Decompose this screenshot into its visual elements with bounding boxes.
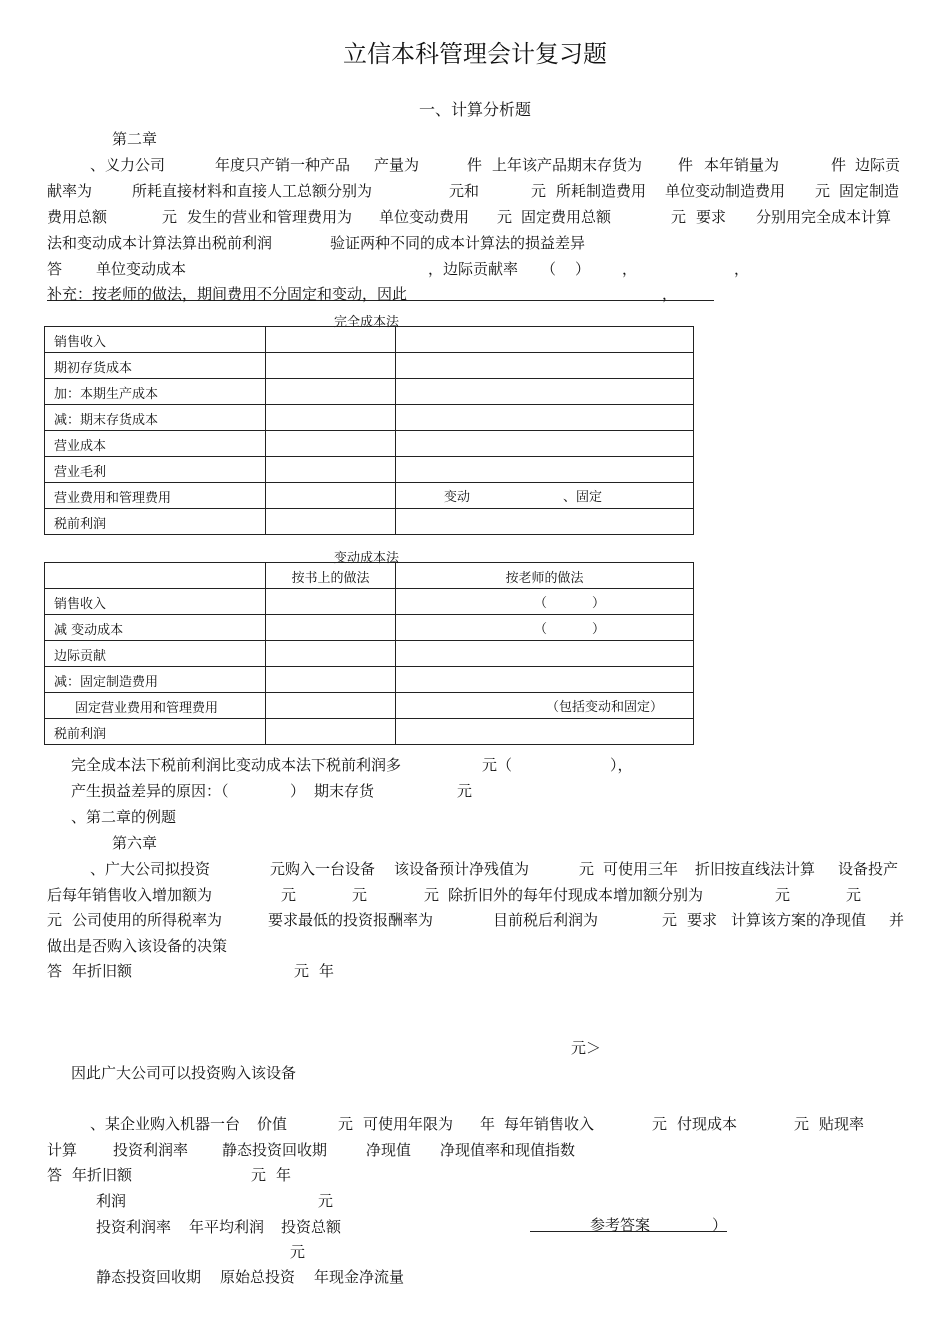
section-heading: 一、计算分析题: [418, 100, 531, 119]
q2-answer-year: 年: [319, 962, 335, 980]
q1-answer-paren-close: ）: [575, 260, 591, 278]
q1-line1-b: 年度只产销一种产品: [215, 156, 351, 174]
q2-line1-c: 该设备预计净残值为: [394, 860, 530, 878]
q1-line3-g: 元: [671, 208, 687, 226]
table-header-row: [45, 563, 694, 589]
table-row: [45, 719, 694, 745]
q1-line1-i: 边际贡: [855, 156, 901, 174]
q1-line1-d: 件: [467, 156, 483, 174]
diff-line-c: ），: [610, 756, 633, 774]
q2-line1-e: 可使用三年: [603, 860, 679, 878]
row-label: 边际贡献: [45, 641, 266, 667]
q2-conclusion: 因此广大公司可以投资购入该设备: [71, 1064, 297, 1082]
q1-answer-cm-ratio: ，边际贡献率: [428, 260, 519, 278]
q3-line1-c: 元: [338, 1115, 354, 1133]
row-label: 销售收入: [45, 589, 266, 615]
full-costing-table: [44, 326, 694, 535]
q1-answer-comma1: ，: [622, 260, 638, 278]
q3-line2-c: 静态投资回收期: [222, 1141, 328, 1159]
q1-line4-a: 法和变动成本计算法算出税前利润: [47, 234, 273, 252]
q1-line1-a: 、义力公司: [90, 156, 166, 174]
paren-open: （: [534, 596, 548, 611]
q2-line1-d: 元: [579, 860, 595, 878]
table-row: [45, 379, 694, 405]
table-row: [45, 405, 694, 431]
q3-line1-j: 贴现率: [819, 1115, 865, 1133]
q1-line2-a: 献率为: [47, 182, 93, 200]
reference-answer-label: 参考答案: [590, 1216, 651, 1234]
q1-line2-e: 所耗制造费用: [556, 182, 647, 200]
q2-line3-h: 并: [889, 911, 905, 929]
q2-line3-d: 目前税后利润为: [493, 911, 599, 929]
q1-line1-f: 件: [678, 156, 694, 174]
row-label: 减 变动成本: [45, 615, 266, 641]
q3-profit-yuan: 元: [318, 1192, 334, 1210]
q1-answer-paren-open: （: [541, 260, 557, 278]
q1-answer-label: 答: [47, 260, 63, 278]
q2-line3-e: 元: [662, 911, 678, 929]
table-row: [45, 589, 694, 615]
q2-line1-b: 元购入一台设备: [270, 860, 376, 878]
q1-line1-g: 本年销量为: [704, 156, 780, 174]
q2-line4: 做出是否购入该设备的决策: [47, 937, 228, 955]
row-label: 固定营业费用和管理费用: [45, 693, 266, 719]
q3-line2-a: 计算: [47, 1141, 78, 1159]
q1-line2-f: 单位变动制造费用: [665, 182, 786, 200]
q1-line3-i: 分别用完全成本计算: [756, 208, 892, 226]
q3-line1-b: 价值: [257, 1115, 288, 1133]
q1-line1-h: 件: [831, 156, 847, 174]
row-label: 加：本期生产成本: [45, 379, 266, 405]
table-row: [45, 509, 694, 535]
col-header-teacher: 按老师的做法: [396, 563, 694, 589]
q3-roi-yuan: 元: [290, 1243, 306, 1261]
q3-line1-h: 付现成本: [677, 1115, 738, 1133]
q1-line3-b: 元: [162, 208, 178, 226]
table-row: [45, 693, 694, 719]
q1-line2-b: 所耗直接材料和直接人工总额分别为: [132, 182, 373, 200]
table-row: [45, 457, 694, 483]
reference-answer-close: ）: [712, 1216, 728, 1234]
q2-npv-gt: 元＞: [571, 1039, 602, 1057]
q1-line1-e: 上年该产品期末存货为: [492, 156, 643, 174]
table1-caption: 完全成本法: [334, 315, 400, 330]
variable-label: 变动: [444, 490, 471, 505]
row-label: 减：期末存货成本: [45, 405, 266, 431]
q3-payback-c: 年现金净流量: [314, 1268, 405, 1286]
diff-line-b: 元（: [482, 756, 513, 774]
q3-profit-label: 利润: [96, 1192, 127, 1210]
q3-payback-a: 静态投资回收期: [96, 1268, 202, 1286]
q3-answer-yuan: 元: [251, 1166, 267, 1184]
diff-line-a: 完全成本法下税前利润比变动成本法下税前利润多: [71, 756, 402, 774]
q3-line1-i: 元: [794, 1115, 810, 1133]
q2-line2-g: 元: [846, 886, 862, 904]
q1-line3-f: 固定费用总额: [521, 208, 612, 226]
q2-line1-f: 折旧按直线法计算: [695, 860, 816, 878]
variable-costing-table: [44, 562, 694, 745]
q3-roi-b: 年平均利润: [189, 1218, 265, 1236]
row-label: 营业费用和管理费用: [45, 483, 266, 509]
q3-line1-d: 可使用年限为: [363, 1115, 454, 1133]
paren-open: （: [534, 622, 548, 637]
table-row: [45, 431, 694, 457]
q3-line2-e: 净现值率和现值指数: [440, 1141, 576, 1159]
q1-answer-comma2: ，: [734, 260, 750, 278]
q1-supplement: [47, 283, 714, 301]
q2-line2-f: 元: [775, 886, 791, 904]
table-row: [45, 641, 694, 667]
q1-line3-e: 元: [497, 208, 513, 226]
q1-line2-h: 固定制造: [839, 182, 900, 200]
reason-line-d: 元: [457, 782, 473, 800]
q2-line2-d: 元: [424, 886, 440, 904]
q1-supplement-comma: ，: [662, 285, 678, 303]
reason-line-b: ）: [290, 782, 306, 800]
q3-line1-g: 元: [652, 1115, 668, 1133]
fixed-label: 、固定: [563, 490, 603, 505]
q2-line1-a: 、广大公司拟投资: [90, 860, 211, 878]
q2-line3-f: 要求: [687, 911, 718, 929]
q2-line2-a: 后每年销售收入增加额为: [47, 886, 213, 904]
row-label: 营业成本: [45, 431, 266, 457]
q2-answer-depr: 年折旧额: [72, 962, 133, 980]
q3-line1-a: 、某企业购入机器一台: [90, 1115, 241, 1133]
table-row: [45, 327, 694, 353]
q1-line3-c: 发生的营业和管理费用为: [187, 208, 353, 226]
reference-answer-blank: [530, 1214, 727, 1232]
q3-roi-c: 投资总额: [281, 1218, 342, 1236]
table2-caption: 变动成本法: [334, 551, 400, 566]
q3-line1-e: 年: [480, 1115, 496, 1133]
q1-line2-d: 元: [531, 182, 547, 200]
q1-line3-d: 单位变动费用: [379, 208, 470, 226]
row-label: 税前利润: [45, 719, 266, 745]
page-title: 立信本科管理会计复习题: [343, 40, 607, 68]
row-label: 税前利润: [45, 509, 266, 535]
row-label: 期初存货成本: [45, 353, 266, 379]
table-row: [45, 483, 694, 509]
row-label: 营业毛利: [45, 457, 266, 483]
q2-line2-b: 元: [281, 886, 297, 904]
q2-line3-b: 公司使用的所得税率为: [72, 911, 223, 929]
q1-line2-g: 元: [815, 182, 831, 200]
q3-line2-d: 净现值: [366, 1141, 412, 1159]
q3-answer-depr: 年折旧额: [72, 1166, 133, 1184]
q1-line4-b: 验证两种不同的成本计算法的损益差异: [330, 234, 586, 252]
chapter-6-heading: 第六章: [112, 834, 158, 852]
q2-line2-e: 除折旧外的每年付现成本增加额分别为: [448, 886, 704, 904]
q3-answer-year: 年: [276, 1166, 292, 1184]
paren-close: ）: [592, 596, 606, 611]
q2-line2-c: 元: [352, 886, 368, 904]
note-incl-var-fixed: （包括变动和固定）: [546, 700, 664, 715]
reason-line-c: 期末存货: [314, 782, 375, 800]
q1-line1-c: 产量为: [374, 156, 420, 174]
q3-payback-b: 原始总投资: [220, 1268, 296, 1286]
paren-close: ）: [592, 622, 606, 637]
q1-line3-a: 费用总额: [47, 208, 108, 226]
q2-answer-yuan: 元: [294, 962, 310, 980]
reason-line-a: 产生损益差异的原因：（: [71, 782, 229, 800]
q1-line3-h: 要求: [696, 208, 727, 226]
q2-line3-a: 元: [47, 911, 63, 929]
q1-supplement-text: 补充：按老师的做法，期间费用不分固定和变动，因此: [47, 285, 408, 303]
q3-line2-b: 投资利润率: [113, 1141, 189, 1159]
chapter-2-heading: 第二章: [112, 130, 158, 148]
row-label: 销售收入: [45, 327, 266, 353]
q2-line3-c: 要求最低的投资报酬率为: [268, 911, 434, 929]
q2-line3-g: 计算该方案的净现值: [731, 911, 867, 929]
q3-answer-label: 答: [47, 1166, 63, 1184]
row-label: 减：固定制造费用: [45, 667, 266, 693]
q1-line2-c: 元和: [449, 182, 480, 200]
chapter2-example: 、第二章的例题: [71, 808, 177, 826]
q3-roi-a: 投资利润率: [96, 1218, 172, 1236]
q3-line1-f: 每年销售收入: [504, 1115, 595, 1133]
table-row: [45, 353, 694, 379]
col-header-book: 按书上的做法: [266, 563, 396, 589]
q1-answer-unit-cost: 单位变动成本: [96, 260, 187, 278]
q2-answer-label: 答: [47, 962, 63, 980]
table-row: [45, 667, 694, 693]
table-row: [45, 615, 694, 641]
q2-line1-g: 设备投产: [838, 860, 899, 878]
